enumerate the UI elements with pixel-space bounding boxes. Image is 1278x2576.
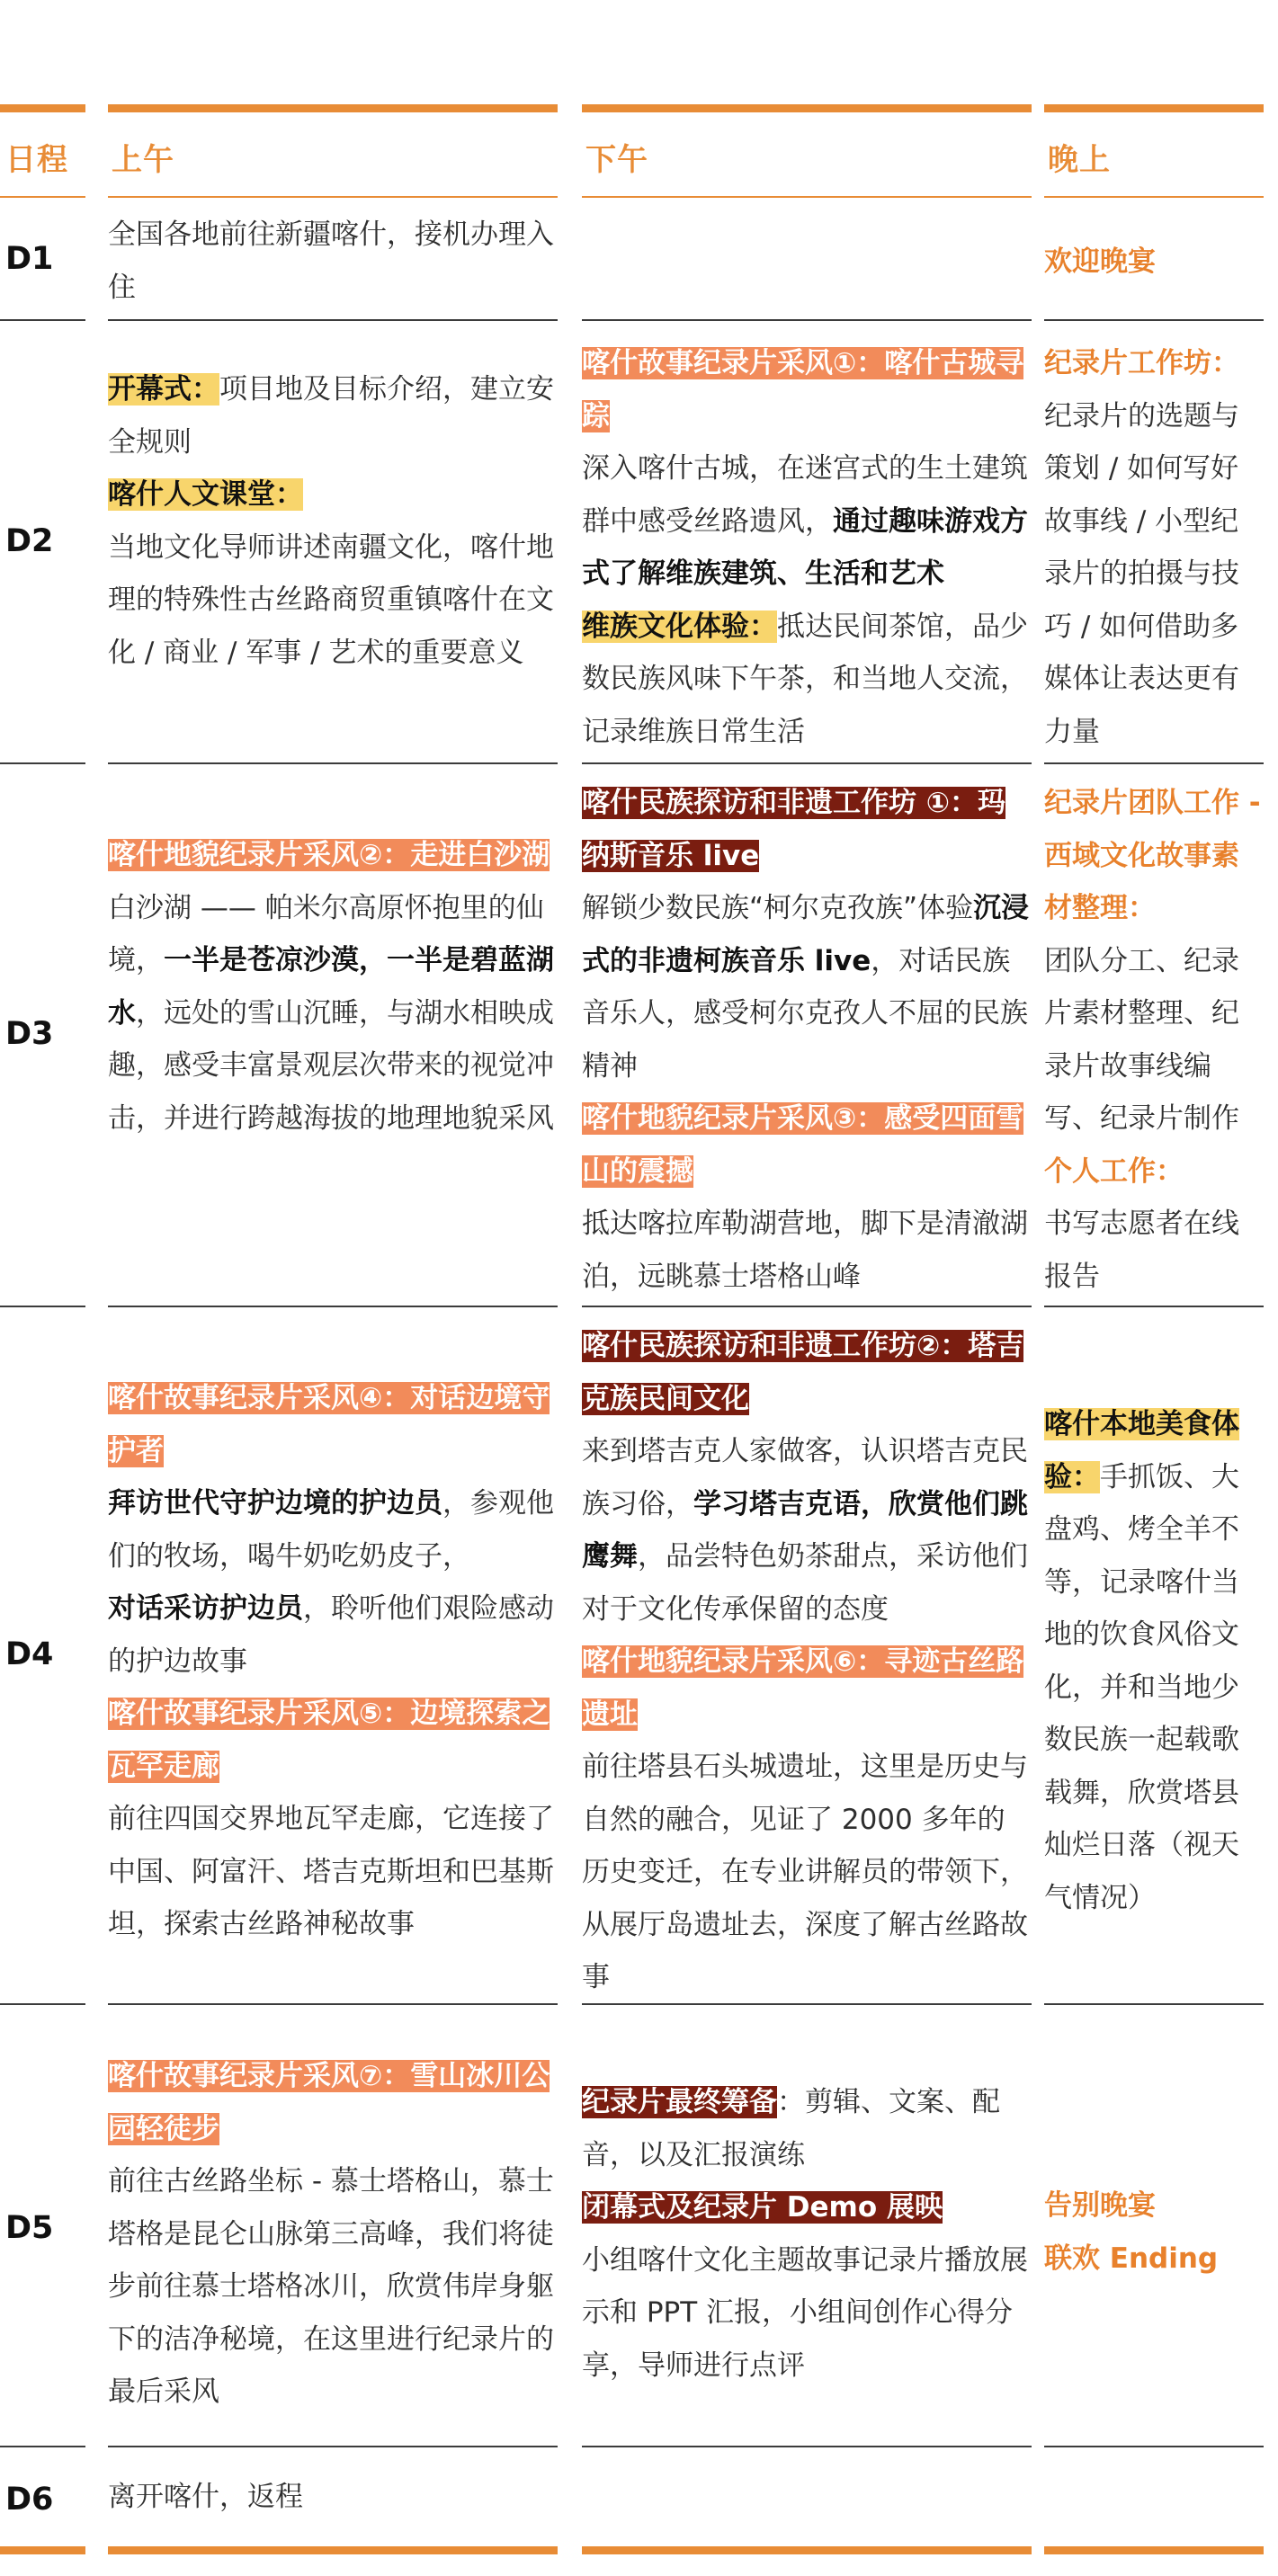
d3-evening [1044,777,1264,1303]
d3-morning-tag: 喀什地貌纪录片采风②：走进白沙湖 [108,839,550,871]
d1-morning [108,209,558,314]
d2-afternoon-tag1: 喀什故事纪录片采风①：喀什古城寻踪 [582,347,1024,432]
header-top-bar-evening [1044,104,1264,112]
d2-afternoon-text1: 深入喀什古城，在迷宫式的生土建筑群中感受丝路遗风， [582,452,1028,538]
d2-afternoon-bold1: 通过趣味游戏方式了解维族建筑、生活和艺术 [582,504,1028,590]
d3-evening-text1: 团队分工、纪录片素材整理、纪录片故事线编写、纪录片制作 [1044,944,1239,1135]
d3-evening-text2: 书写志愿者在线报告 [1044,1208,1239,1293]
header-divider [582,196,1032,198]
d1-morning-text: 全国各地前往新疆喀什，接机办理入住 [108,218,554,304]
header-day: 日程 [5,142,68,178]
d4-morning [108,1372,558,1951]
d2-humanities-text: 当地文化导师讲述南疆文化，喀什地理的特殊性古丝路商贸重镇喀什在文化 / 商业 / 军事 / 艺术的重要意义 [108,530,554,669]
d4-morning-tag1: 喀什故事纪录片采风④：对话边境守护者 [108,1382,550,1467]
d2-afternoon [582,337,1032,758]
d4-afternoon-text1b: ，品尝特色奶茶甜点，采访他们对于文化传承保留的态度 [582,1540,1028,1626]
d4-afternoon-text2: 前往塔县石头城遗址，这里是历史与自然的融合，见证了 2000 多年的历史变迁，在专业讲解员的带领下，从展厅岛遗址去，深度了解古丝路故事 [582,1751,1028,1993]
d4-evening-tag: 喀什本地美食体验： [1044,1408,1239,1493]
d4-morning-text1: ，参观他们的牧场，喝牛奶吃奶皮子， [108,1487,554,1573]
d3-afternoon-bold1: 沉浸式的非遗柯族音乐 live [582,892,1030,977]
header-divider [0,196,85,198]
d3-afternoon-text1b: ，对话民族音乐人，感受柯尔克孜人不屈的民族精神 [582,944,1028,1083]
footer-bar [582,2546,1032,2554]
d6-morning [108,2471,558,2524]
footer-bar [108,2546,558,2554]
header-afternoon: 下午 [585,142,648,178]
header-top-bar-afternoon [582,104,1032,112]
d3-morning-text2: ，远处的雪山沉睡，与湖水相映成趣，感受丰富景观层次带来的视觉冲击，并进行跨越海拔的地理地貌采风 [108,996,554,1135]
header-morning: 上午 [112,142,174,178]
header-divider [1044,196,1264,198]
d3-afternoon-tag2: 喀什地貌纪录片采风③：感受四面雪山的震撼 [582,1102,1024,1188]
d5-evening [1044,2179,1264,2285]
d5-afternoon-tag1: 纪录片最终筹备 [582,2086,777,2118]
d4-evening [1044,1398,1264,1924]
d3-morning-text1: 白沙湖 —— 帕米尔高原怀抱里的仙境， [108,891,544,976]
d5-afternoon [582,2076,1032,2392]
d5-afternoon-text1: ：剪辑、文案、配音，以及汇报演练 [582,2086,1000,2171]
day-label-d6: D6 [5,2482,54,2518]
d4-afternoon [582,1320,1032,2004]
d1-evening-text: 欢迎晚宴 [1044,245,1156,278]
d5-morning [108,2050,558,2419]
d3-evening-title1: 纪录片团队工作 - 西域文化故事素材整理： [1044,787,1261,924]
d3-afternoon [582,777,1032,1303]
d2-opening-text: 项目地及目标介绍，建立安全规则 [108,373,554,459]
d3-evening-title2: 个人工作： [1044,1154,1184,1188]
footer-bar [0,2546,85,2554]
d2-evening-title: 纪录片工作坊： [1044,347,1239,379]
d4-morning-text3: 前往四国交界地瓦罕走廊，它连接了中国、阿富汗、塔吉克斯坦和巴基斯坦，探索古丝路神秘故事 [108,1803,554,1940]
header-divider [108,196,558,198]
d3-morning [108,829,558,1145]
d4-morning-bold2: 对话采访护边员 [108,1592,303,1625]
d1-evening [1044,236,1264,289]
d2-evening [1044,337,1264,758]
d3-afternoon-text2: 抵达喀拉库勒湖营地，脚下是清澈湖泊，远眺慕士塔格山峰 [582,1208,1028,1293]
header-top-bar-morning [108,104,558,112]
d2-morning [108,363,558,679]
day-label-d4: D4 [5,1636,54,1672]
d2-opening-tag: 开幕式： [108,373,219,406]
d5-morning-tag: 喀什故事纪录片采风⑦：雪山冰川公园轻徒步 [108,2060,550,2145]
d3-afternoon-tag1: 喀什民族探访和非遗工作坊 ①：玛纳斯音乐 live [582,787,1006,872]
d4-morning-bold1: 拜访世代守护边境的护边员 [108,1487,442,1520]
d2-humanities-tag: 喀什人文课堂： [108,478,303,511]
day-label-d2: D2 [5,523,54,559]
d4-morning-text2: ，聆听他们艰险感动的护边故事 [108,1592,554,1678]
d5-afternoon-tag2: 闭幕式及纪录片 Demo 展映 [582,2191,943,2224]
d6-morning-text: 离开喀什，返程 [108,2481,303,2513]
header-evening: 晚上 [1048,142,1111,178]
d4-afternoon-bold1: 学习塔吉克语，欣赏他们跳鹰舞 [582,1487,1028,1573]
d3-afternoon-text1: 解锁少数民族“柯尔克孜族”体验 [582,892,974,924]
day-label-d5: D5 [5,2210,54,2246]
d2-afternoon-text2: 抵达民间茶馆，品少数民族风味下午茶，和当地人交流，记录维族日常生活 [582,610,1028,748]
d4-afternoon-tag2: 喀什地貌纪录片采风⑥：寻迹古丝路遗址 [582,1645,1024,1731]
day-label-d1: D1 [5,241,54,277]
d4-afternoon-tag1: 喀什民族探访和非遗工作坊②：塔吉克族民间文化 [582,1330,1024,1415]
d5-evening-line1: 告别晚宴 [1044,2189,1156,2222]
header-top-bar-day [0,104,85,112]
d2-afternoon-tag2: 维族文化体验： [582,610,777,643]
d5-evening-line2: 联欢 Ending [1044,2242,1219,2275]
d3-morning-bold: 一半是苍凉沙漠，一半是碧蓝湖水 [108,944,554,1030]
footer-bar [1044,2546,1264,2554]
d4-morning-tag2: 喀什故事纪录片采风⑤：边境探索之瓦罕走廊 [108,1698,550,1783]
d5-afternoon-text2: 小组喀什文化主题故事记录片播放展示和 PPT 汇报，小组间创作心得分享，导师进行点评 [582,2243,1028,2382]
d4-afternoon-text1: 来到塔吉克人家做客，认识塔吉克民族习俗， [582,1435,1028,1520]
d2-evening-text: 纪录片的选题与策划 / 如何写好故事线 / 小型纪录片的拍摄与技巧 / 如何借助多媒体让表达更有力量 [1044,399,1239,748]
d5-morning-text: 前往古丝路坐标 - 慕士塔格山，慕士塔格是昆仑山脉第三高峰，我们将徒步前往慕士塔格冰川，欣赏伟岸身躯下的洁净秘境，在这里进行纪录片的最后采风 [108,2165,554,2408]
d4-evening-text: 手抓饭、大盘鸡、烤全羊不等，记录喀什当地的饮食风俗文化，并和当地少数民族一起载歌载舞，欣赏塔县灿烂日落（视天气情况） [1044,1460,1239,1914]
day-label-d3: D3 [5,1016,54,1052]
